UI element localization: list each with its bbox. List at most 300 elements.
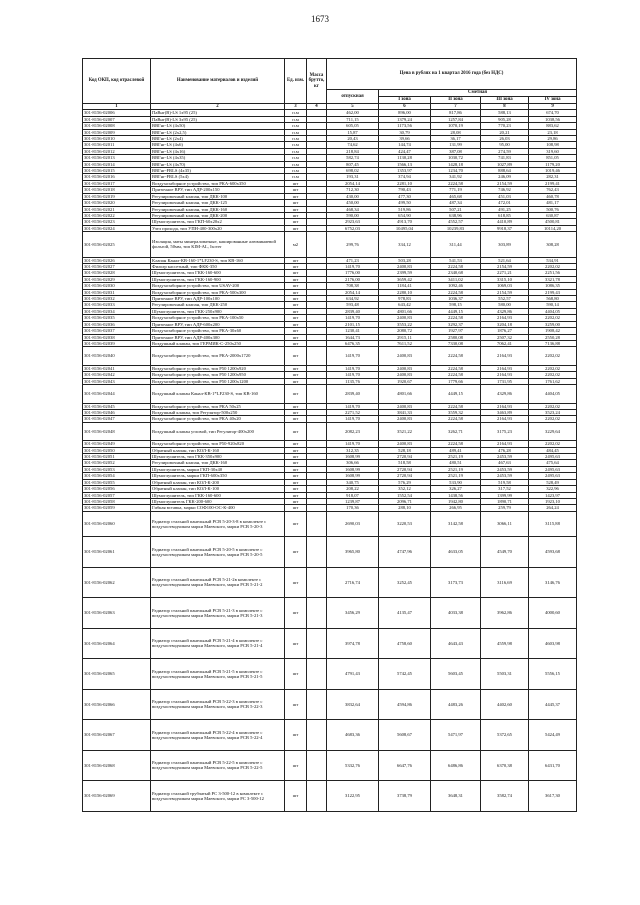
zone-2-price: 3262,71 (431, 422, 481, 441)
item-name: ВВГнг-LS (2х4) (151, 136, 285, 142)
table-row (83, 511, 577, 537)
item-name: ВВГнг-LS (4х50) (151, 123, 285, 129)
zone-1-price: 2096,71 (379, 498, 431, 504)
item-code: 301-8156-02013 (83, 155, 151, 161)
zone-2-price: 1942,80 (431, 498, 481, 504)
item-code: 301-8156-02025 (83, 232, 151, 258)
release-price: 2839,40 (327, 308, 379, 314)
item-mass (307, 628, 327, 659)
zone-2-price: 541,53 (431, 257, 481, 263)
item-unit: шт (285, 385, 307, 404)
release-price: 1419,70 (327, 416, 379, 422)
zone-4-price: 3229,64 (529, 422, 577, 441)
zone-3-price: 4329,86 (481, 385, 529, 404)
item-code: 301-8156-02055 (83, 479, 151, 485)
release-price: 698,02 (327, 168, 379, 174)
item-name: Обратный клапан, тип КОЛ-К-200 (151, 479, 285, 485)
zone-1-price: 6647,76 (379, 750, 431, 781)
release-price: 807,45 (327, 161, 379, 167)
release-price: 3456,29 (327, 598, 379, 629)
zone-1-price: 1379,24 (379, 116, 431, 122)
item-name: Шумоглушитель, тип ГКК-250х900 (151, 308, 285, 314)
zone-3-price: 246,09 (481, 174, 529, 180)
release-price: 1419,70 (327, 347, 379, 366)
item-name: Шумоглушитель, тип ГКП-60х20х2 (151, 219, 285, 225)
release-price: 1419,70 (327, 264, 379, 270)
zone-1-price: 528,18 (379, 447, 431, 453)
table-row (83, 422, 577, 441)
item-name: ВВГнг-LS (4х70) (151, 161, 285, 167)
zone-3-price: 3204,18 (481, 321, 529, 327)
release-price: 3965,80 (327, 537, 379, 568)
item-unit: шт (285, 193, 307, 199)
release-price: 1776,00 (327, 270, 379, 276)
item-name: Воздухозаборное устройство, тип Р50 1200х920 (151, 365, 285, 371)
release-price: 712,30 (327, 187, 379, 193)
item-name: Радиатор стальной панельный РСВ 5-20-3-8 в комплекте с воздухоотводчиком марки Маевского, марки РСВ 5-20-3 (151, 511, 285, 537)
column-number: 3 (285, 104, 307, 110)
header-code: Код ОКП, код отраслевой (83, 59, 151, 104)
item-unit: шт (285, 365, 307, 371)
item-unit: п.м (285, 161, 307, 167)
release-price: 590,00 (327, 212, 379, 218)
zone-2-price: 638,96 (431, 212, 481, 218)
zone-4-price: 762,43 (529, 187, 577, 193)
zone-3-price: 580,00 (481, 302, 529, 308)
release-price: 582,74 (327, 155, 379, 161)
item-name: Приточное ВРУ, тип АДР-400х300 (151, 334, 285, 340)
item-name: Воздухозаборное устройство, тип РКА-600х350 (151, 180, 285, 186)
zone-2-price: 3173,73 (431, 567, 481, 598)
zone-1-price: 2399,59 (379, 270, 431, 276)
zone-2-price: 1070,19 (431, 123, 481, 129)
zone-3-price: 2164,93 (481, 403, 529, 409)
item-code: 301-8156-02054 (83, 473, 151, 479)
zone-3-price: 552,57 (481, 296, 529, 302)
release-price: 306,66 (327, 460, 379, 466)
item-code: 301-8156-02057 (83, 492, 151, 498)
zone-3-price: 4410,89 (481, 219, 529, 225)
item-code: 301-8156-02067 (83, 720, 151, 751)
item-mass (307, 567, 327, 598)
zone-3-price: 2164,93 (481, 372, 529, 378)
zone-2-price: 3648,31 (431, 781, 481, 812)
item-name: Радиатор стальной панельный РСВ 5-21-2в комплекте с воздухоотводчиком марки Маевского, марки РСВ 5-21-2 (151, 567, 285, 598)
zone-4-price: 282,31 (529, 174, 577, 180)
item-unit: шт (285, 372, 307, 378)
item-code: 301-8156-02038 (83, 334, 151, 340)
zone-2-price: 2224,58 (431, 441, 481, 447)
item-unit: шт (285, 628, 307, 659)
item-unit: шт (285, 689, 307, 720)
zone-2-price: 28,08 (431, 129, 481, 135)
item-name: Воздушный клапан, тип Регулятор-500х250 (151, 409, 285, 415)
zone-2-price: 1428,18 (431, 161, 481, 167)
release-price: 74,62 (327, 142, 379, 148)
zone-1-price: 3659,42 (379, 276, 431, 282)
header-estimate: Сметная (379, 90, 577, 97)
release-price: 2716,74 (327, 567, 379, 598)
zone-1-price: 790,43 (379, 187, 431, 193)
zone-3-price: 746,92 (481, 187, 529, 193)
item-unit: шт (285, 416, 307, 422)
zone-3-price: 476,28 (481, 447, 529, 453)
column-number: 7 (431, 104, 481, 110)
zone-3-price: 26,03 (481, 136, 529, 142)
item-name: Воздухозаборное устройство, тип Р50 1200х950 (151, 372, 285, 378)
zone-4-price: 1179,20 (529, 161, 577, 167)
zone-3-price: 2271,21 (481, 270, 529, 276)
zone-1-price: 374,94 (379, 174, 431, 180)
item-unit: шт (285, 289, 307, 295)
column-number: 5 (327, 104, 379, 110)
zone-4-price: 2202,02 (529, 416, 577, 422)
release-price: 2082,23 (327, 422, 379, 441)
header-zone-4: IV зона (529, 97, 577, 104)
release-price: 1608,99 (327, 454, 379, 460)
release-price: 170,36 (327, 505, 379, 511)
zone-1-price: 2080,72 (379, 328, 431, 334)
zone-3-price: 2164,93 (481, 365, 529, 371)
item-name: Радиатор стальной панельный РСВ 5-21-4 в комплекте с воздухоотводчиком марки Маевского, марки РСВ 5-21-4 (151, 628, 285, 659)
item-name: ВВГнг-FRLS (4х35) (151, 168, 285, 174)
item-unit: шт (285, 328, 307, 334)
zone-4-price: 4593,68 (529, 537, 577, 568)
column-number: 6 (379, 104, 431, 110)
item-unit: шт (285, 283, 307, 289)
zone-4-price: 308,28 (529, 232, 577, 258)
zone-3-price: 4549,70 (481, 537, 529, 568)
zone-1-price: 643,42 (379, 302, 431, 308)
zone-4-price: 2251,56 (529, 270, 577, 276)
item-name: Обратный клапан, тип КОЛ-К-100 (151, 486, 285, 492)
zone-2-price: 1234,70 (431, 168, 481, 174)
table-row (83, 567, 577, 598)
release-price: 6476,35 (327, 340, 379, 346)
zone-2-price: 311,44 (431, 232, 481, 258)
zone-4-price: 2202,02 (529, 264, 577, 270)
item-unit: шт (285, 347, 307, 366)
zone-1-price: 2400,83 (379, 365, 431, 371)
zone-3-price: 2453,59 (481, 466, 529, 472)
item-name: Регулировочный клапан, тип ДКК-100 (151, 193, 285, 199)
zone-2-price: 1092,46 (431, 283, 481, 289)
item-code: 301-8156-02060 (83, 511, 151, 537)
column-number: 2 (151, 104, 285, 110)
table-row (83, 537, 577, 568)
item-unit: шт (285, 422, 307, 441)
item-code: 301-8156-02012 (83, 148, 151, 154)
zone-2-price: 3292,37 (431, 321, 481, 327)
zone-3-price: 4559,98 (481, 628, 529, 659)
zone-1-price: 2720,94 (379, 466, 431, 472)
release-price: 2839,40 (327, 385, 379, 404)
release-price: 299,76 (327, 232, 379, 258)
item-unit: шт (285, 659, 307, 690)
zone-3-price: 519,58 (481, 479, 529, 485)
item-unit: шт (285, 219, 307, 225)
zone-2-price: 6486,86 (431, 750, 481, 781)
zone-1-price: 2915,11 (379, 334, 431, 340)
item-code: 301-8156-02007 (83, 116, 151, 122)
zone-1-price: 30,79 (379, 129, 431, 135)
item-code: 301-8156-02045 (83, 403, 151, 409)
zone-4-price: 2202,02 (529, 315, 577, 321)
item-mass (307, 689, 327, 720)
zone-1-price: 3738,79 (379, 781, 431, 812)
header-unit: Ед. изм. (285, 59, 307, 104)
item-unit: шт (285, 537, 307, 568)
zone-1-price: 1920,67 (379, 378, 431, 384)
item-name: Радиатор стальной панельный РСВ 5-21-3 в комплекте с воздухоотводчиком марки Маевского, марки РСВ 5-21-3 (151, 598, 285, 629)
release-price: 708,38 (327, 283, 379, 289)
item-code: 301-8156-02041 (83, 365, 151, 371)
zone-2-price: 2224,58 (431, 289, 481, 295)
item-code: 301-8156-02068 (83, 750, 151, 781)
release-price: 5332,76 (327, 750, 379, 781)
item-code: 301-8156-02048 (83, 422, 151, 441)
item-code: 301-8156-02016 (83, 174, 151, 180)
zone-4-price: 23,18 (529, 129, 577, 135)
item-code: 301-8156-02017 (83, 180, 151, 186)
release-price: 2101,15 (327, 321, 379, 327)
zone-3-price: 6370,38 (481, 750, 529, 781)
item-name: Клапан Канал-КВ-160-1*LF230-S, тип КВ-160 (151, 257, 285, 263)
zone-1-price: 5742,45 (379, 659, 431, 690)
zone-2-price: 4449,15 (431, 385, 481, 404)
item-code: 301-8156-02061 (83, 537, 151, 568)
item-code: 301-8156-02029 (83, 276, 151, 282)
release-price: 20,43 (327, 136, 379, 142)
item-unit: шт (285, 447, 307, 453)
release-price: 1608,99 (327, 466, 379, 472)
release-price: 208,22 (327, 486, 379, 492)
release-price: 2176,00 (327, 276, 379, 282)
release-price: 711,15 (327, 116, 379, 122)
table-header (83, 59, 577, 110)
zone-4-price: 1038,56 (529, 116, 577, 122)
item-unit: п.м (285, 155, 307, 161)
zone-1-price: 2281,10 (379, 180, 431, 186)
zone-2-price: 1927,97 (431, 328, 481, 334)
zone-2-price: 465,68 (431, 193, 481, 199)
zone-2-price: 817,86 (431, 110, 481, 116)
zone-3-price: 1731,95 (481, 378, 529, 384)
release-price: 430,00 (327, 193, 379, 199)
release-price: 6752,03 (327, 225, 379, 231)
item-code: 301-8156-02033 (83, 302, 151, 308)
item-unit: шт (285, 200, 307, 206)
zone-3-price: 20,21 (481, 129, 529, 135)
item-unit: шт (285, 750, 307, 781)
zone-3-price: 3582,74 (481, 781, 529, 812)
item-unit: шт (285, 206, 307, 212)
table-row (83, 689, 577, 720)
zone-3-price: 3463,89 (481, 409, 529, 415)
zone-4-price: 4404,05 (529, 308, 577, 314)
zone-1-price: 499,50 (379, 200, 431, 206)
release-price: 2690,03 (327, 511, 379, 537)
item-name: Регулировочный клапан, тип ДКК-125 (151, 200, 285, 206)
zone-2-price: 4643,43 (431, 628, 481, 659)
release-price: 4791,43 (327, 659, 379, 690)
item-name: Регулировочный клапан, тип ДКК-160 (151, 460, 285, 466)
zone-3-price: 2154,59 (481, 289, 529, 295)
zone-4-price: 481,17 (529, 200, 577, 206)
zone-4-price: 1086,35 (529, 283, 577, 289)
item-name: Воздухозаборное устройство, тип Р50-920х820 (151, 441, 285, 447)
zone-3-price: 95,00 (481, 142, 529, 148)
zone-2-price: 771,19 (431, 187, 481, 193)
release-price: 3974,78 (327, 628, 379, 659)
item-name: Шумоглушитель, тип ГКК-160-600 (151, 270, 285, 276)
zone-1-price: 144,74 (379, 142, 431, 148)
item-name: Регулировочный клапан, тип ДКК-250 (151, 302, 285, 308)
item-code: 301-8156-02050 (83, 447, 151, 453)
item-mass (307, 347, 327, 366)
item-name: Приточное ВРУ, тип АДР-600х200 (151, 321, 285, 327)
item-unit: шт (285, 505, 307, 511)
item-code: 301-8156-02024 (83, 225, 151, 231)
item-mass (307, 720, 327, 751)
item-code: 301-8156-02018 (83, 187, 151, 193)
zone-4-price: 2495,63 (529, 466, 577, 472)
zone-4-price: 1923,10 (529, 498, 577, 504)
header-mass: Масса брутто, кг (307, 59, 327, 104)
table-row (83, 598, 577, 629)
zone-3-price: 1890,71 (481, 498, 529, 504)
release-price: 2054,14 (327, 289, 379, 295)
zone-4-price: 484,45 (529, 447, 577, 453)
zone-4-price: 5424,49 (529, 720, 577, 751)
zone-4-price: 3146,76 (529, 567, 577, 598)
zone-3-price: 5372,65 (481, 720, 529, 751)
item-name: Шумоглушитель, тип ГКК-350х900 (151, 454, 285, 460)
item-unit: п.м (285, 116, 307, 122)
item-code: 301-8156-02015 (83, 168, 151, 174)
zone-1-price: 518,58 (379, 460, 431, 466)
item-unit: шт (285, 403, 307, 409)
zone-2-price: 341,92 (431, 174, 481, 180)
zone-4-price: 1908,42 (529, 328, 577, 334)
item-name: Шумоглушитель, тип ГКК-160-600 (151, 492, 285, 498)
zone-1-price: 4594,86 (379, 689, 431, 720)
item-mass (307, 659, 327, 690)
item-name: Воздухозаборное устройство, тип РКА-2000х1720 (151, 347, 285, 366)
zone-3-price: 2453,59 (481, 473, 529, 479)
zone-4-price: 1019,46 (529, 168, 577, 174)
header-price-group: Цена в рублях на 1 квартал 2016 года (без НДС) (327, 59, 577, 90)
zone-3-price: 3962,86 (481, 598, 529, 629)
zone-1-price: 2400,83 (379, 441, 431, 447)
item-code: 301-8156-02036 (83, 321, 151, 327)
item-mass (307, 750, 327, 781)
item-name: Изоляция, маты минераловатные, кашированные алюминиевой фольгой, 50мм, тип KIM-AL, Isover (151, 232, 285, 258)
item-code: 301-8156-02023 (83, 219, 151, 225)
release-price: 1230,41 (327, 328, 379, 334)
zone-1-price: 2400,83 (379, 403, 431, 409)
zone-1-price: 2400,83 (379, 264, 431, 270)
zone-4-price: 5556,15 (529, 659, 577, 690)
item-unit: шт (285, 378, 307, 384)
header-zone-1: I зона (379, 97, 431, 104)
item-mass (307, 537, 327, 568)
zone-4-price: 2550,28 (529, 334, 577, 340)
item-name: Воздухозаборное устройство, тип Р50 1200х1200 (151, 378, 285, 384)
zone-2-price: 4552,57 (431, 219, 481, 225)
item-code: 301-8156-02028 (83, 270, 151, 276)
item-name: ВВГнг-FRLS (5х4) (151, 174, 285, 180)
item-unit: шт (285, 315, 307, 321)
release-price: 450,00 (327, 200, 379, 206)
item-name: Гибкая вставка, марки СОФ100-ОС-К-400 (151, 505, 285, 511)
zone-2-price: 3559,32 (431, 409, 481, 415)
item-mass (307, 598, 327, 629)
column-number: 4 (307, 104, 327, 110)
zone-1-price: 2400,83 (379, 347, 431, 366)
price-table (82, 58, 577, 812)
item-unit: шт (285, 264, 307, 270)
zone-4-price: 630,87 (529, 212, 577, 218)
zone-1-price: 1130,28 (379, 155, 431, 161)
item-code: 301-8156-02046 (83, 409, 151, 415)
item-code: 301-8156-02035 (83, 315, 151, 321)
item-code: 301-8156-02009 (83, 129, 151, 135)
item-mass (307, 781, 327, 812)
item-code: 301-8156-02010 (83, 136, 151, 142)
zone-4-price: 4603,98 (529, 628, 577, 659)
item-name: Шумоглушитель, тип ГКК-160-900 (151, 276, 285, 282)
table-row (83, 720, 577, 751)
item-name: ПаВнг(В)-LS 3х95 (25) (151, 116, 285, 122)
zone-4-price: 534,91 (529, 257, 577, 263)
zone-4-price: 590,14 (529, 302, 577, 308)
item-code: 301-8156-02006 (83, 110, 151, 116)
item-code: 301-8156-02047 (83, 416, 151, 422)
zone-4-price: 2202,02 (529, 347, 577, 366)
table-row (83, 347, 577, 366)
zone-4-price: 568,80 (529, 296, 577, 302)
release-price: 593,48 (327, 302, 379, 308)
item-name: Воздухозаборное устройство, тип РКА 40х20 (151, 416, 285, 422)
item-name: Шумоглушитель ГКК-200-600 (151, 498, 285, 504)
zone-2-price: 131,99 (431, 142, 481, 148)
zone-3-price: 2164,93 (481, 441, 529, 447)
zone-1-price: 2280,10 (379, 289, 431, 295)
zone-2-price: 4449,15 (431, 308, 481, 314)
item-unit: п.м (285, 168, 307, 174)
zone-4-price: 3617,30 (529, 781, 577, 812)
zone-2-price: 387,08 (431, 148, 481, 154)
item-code: 301-8156-02020 (83, 200, 151, 206)
release-price: 3122,95 (327, 781, 379, 812)
zone-2-price: 36,17 (431, 136, 481, 142)
zone-2-price: 1036,37 (431, 296, 481, 302)
release-price: 4683,36 (327, 720, 379, 751)
zone-4-price: 4500,81 (529, 219, 577, 225)
item-name: Шумоглушитель, марки ГКП-600х350 (151, 473, 285, 479)
item-code: 301-8156-02063 (83, 598, 151, 629)
release-price: 1419,70 (327, 315, 379, 321)
zone-1-price: 503,28 (379, 257, 431, 263)
table-body (83, 110, 577, 811)
zone-3-price: 1399,99 (481, 492, 529, 498)
zone-4-price: 2495,63 (529, 454, 577, 460)
zone-2-price: 2340,68 (431, 270, 481, 276)
zone-1-price: 288,10 (379, 505, 431, 511)
zone-4-price: 4445,37 (529, 689, 577, 720)
zone-4-price: 2202,02 (529, 365, 577, 371)
